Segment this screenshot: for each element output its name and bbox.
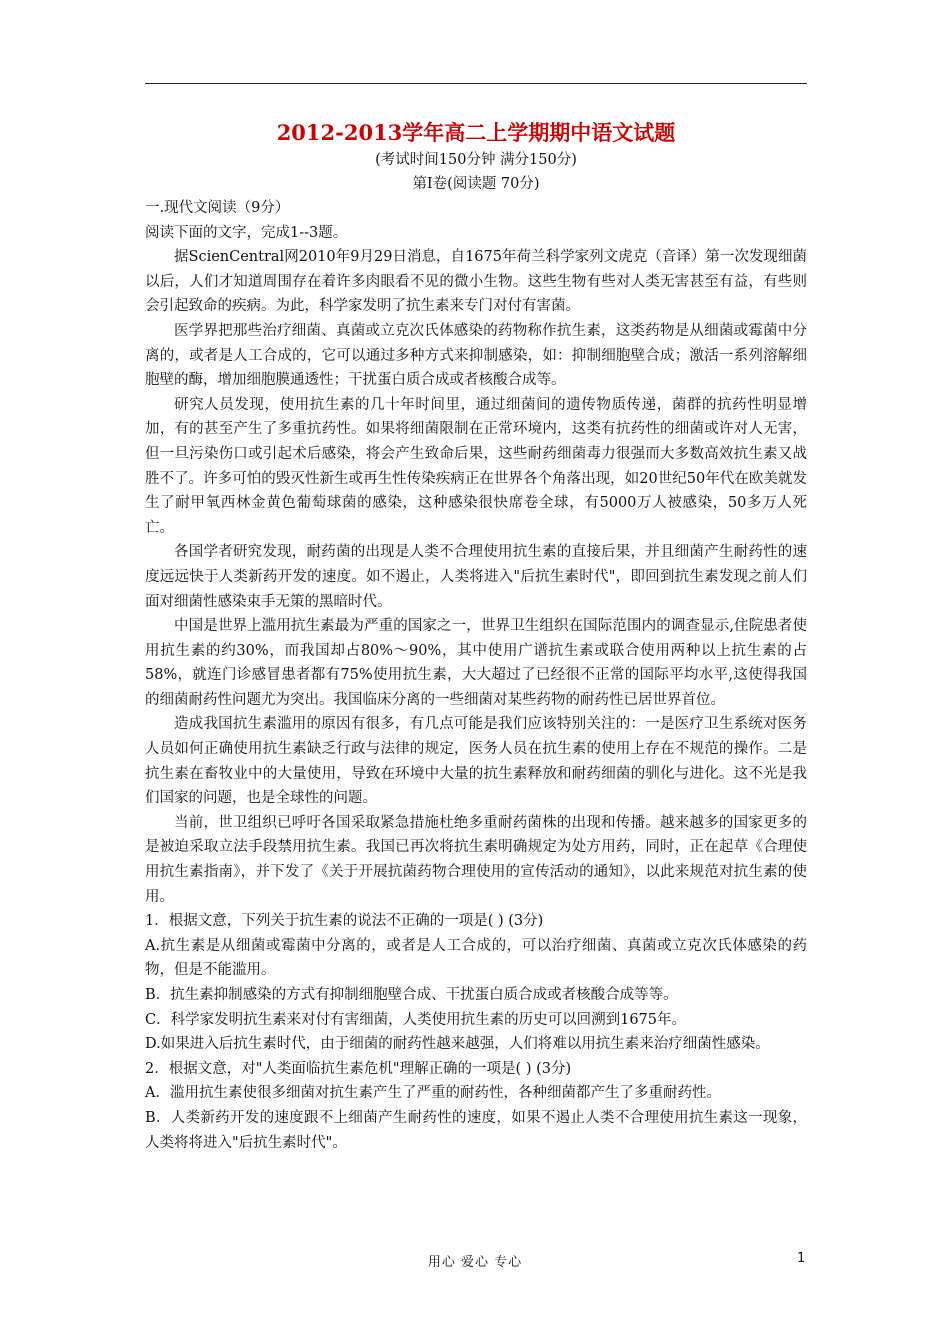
footer-motto: 用心 爱心 专心 bbox=[427, 1255, 523, 1270]
passage-paragraph: 据ScienCentral网2010年9月29日消息，自1675年荷兰科学家列文虎克（音译）第一次发现细菌以后，人们才知道周围存在着许多肉眼看不见的微小生物。这些生物有些对人类无害甚至有益，有些则会引起致命的疾病。为此，科学家发明了抗生素来专门对付有害菌。 bbox=[145, 249, 807, 315]
question-1-option-a: A.抗生素是从细菌或霉菌中分离的，或者是人工合成的，可以治疗细菌、真菌或立克次氏体感染的药物，但是不能滥用。 bbox=[145, 937, 807, 979]
question-1-stem: 1．根据文意，下列关于抗生素的说法不正确的一项是( ) (3分) bbox=[145, 913, 544, 930]
document-title: 2012-2013学年高二上学期期中语文试题 bbox=[276, 120, 676, 145]
passage-paragraph: 中国是世界上滥用抗生素最为严重的国家之一，世界卫生组织在国际范围内的调查显示,住院患者使用抗生素的约30%，而我国却占80%～90%，其中使用广谱抗生素或联合使用两种以上抗生素的占58%，就连门诊感冒患者都有75%使用抗生素，大大超过了已经很不正常的国际平均水平,这使得我国的细菌耐药性问题尤为突出。我国临床分离的一些细菌对某些药物的耐药性已居世界首位。 bbox=[145, 618, 808, 708]
exam-info: (考试时间150分钟 满分150分) bbox=[375, 152, 577, 168]
question-2-option-b: B．人类新药开发的速度跟不上细菌产生耐药性的速度，如果不遏止人类不合理使用抗生素这一现象，人类将将进入"后抗生素时代"。 bbox=[145, 1109, 807, 1151]
section-instruction: 阅读下面的文字，完成1--3题。 bbox=[145, 224, 348, 241]
page-number: 1 bbox=[797, 1251, 806, 1266]
question-2-stem: 2．根据文意，对"人类面临抗生素危机"理解正确的一项是( ) (3分) bbox=[145, 1060, 572, 1077]
passage-paragraph: 当前，世卫组织已呼吁各国采取紧急措施杜绝多重耐药菌株的出现和传播。越来越多的国家更多的是被迫采取立法手段禁用抗生素。我国已再次将抗生素明确规定为处方用药，同时，正在起草《合理使用抗生素指南》，并下发了《关于开展抗菌药物合理使用的宣传活动的通知》，以此来规范对抗生素的使用。 bbox=[145, 814, 807, 905]
question-1-option-b: B．抗生素抑制感染的方式有抑制细胞壁合成、干扰蛋白质合成或者核酸合成等等。 bbox=[145, 987, 678, 1003]
question-1-option-d: D.如果进入后抗生素时代，由于细菌的耐药性越来越强，人们将难以用抗生素来治疗细菌性感染。 bbox=[145, 1036, 770, 1053]
section-heading: 一.现代文阅读（9分） bbox=[145, 200, 290, 216]
passage-paragraph: 医学界把那些治疗细菌、真菌或立克次氏体感染的药物称作抗生素，这类药物是从细菌或霉菌中分离的，或者是人工合成的，它可以通过多种方式来抑制感染，如：抑制细胞壁合成；激活一系列溶解细胞壁的酶，增加细胞膜通透性；干扰蛋白质合成或者核酸合成等。 bbox=[145, 322, 807, 389]
passage-paragraph: 研究人员发现，使用抗生素的几十年时间里，通过细菌间的遗传物质传递，菌群的抗药性明显增加，有的甚至产生了多重抗药性。如果将细菌限制在正常环境内，这类有抗药性的细菌或许对人无害，但一旦污染伤口或引起术后感染，将会产生致命后果，这些耐药细菌毒力很强而大多数高效抗生素又战胜不了。许多可怕的毁灭性新生或再生性传染疾病正在世界各个角落出现，如20世纪50年代在欧美就发生了耐甲氧西林金黄色葡萄球菌的感染，这种感染很快席卷全球，有5000万人被感染，50多万人死亡。 bbox=[145, 396, 807, 536]
document-page bbox=[145, 118, 807, 1155]
passage-paragraph: 各国学者研究发现，耐药菌的出现是人类不合理使用抗生素的直接后果，并且细菌产生耐药性的速度远远快于人类新药开发的速度。如不遏止，人类将进入"后抗生素时代"，即回到抗生素发现之前人们面对细菌性感染束手无策的黑暗时代。 bbox=[145, 544, 807, 610]
page-footer bbox=[0, 1251, 950, 1271]
question-2-option-a: A．滥用抗生素使很多细菌对抗生素产生了严重的耐药性，各种细菌都产生了多重耐药性。 bbox=[145, 1085, 721, 1102]
header-rule bbox=[145, 83, 807, 84]
passage-paragraph: 造成我国抗生素滥用的原因有很多，有几点可能是我们应该特别关注的：一是医疗卫生系统对医务人员如何正确使用抗生素缺乏行政与法律的规定，医务人员在抗生素的使用上存在不规范的操作。二是抗生素在畜牧业中的大量使用，导致在环境中大量的抗生素释放和耐药细菌的驯化与进化。这不光是我们国家的问题，也是全球性的问题。 bbox=[145, 716, 807, 807]
question-1-option-c: C．科学家发明抗生素来对付有害细菌，人类使用抗生素的历史可以回溯到1675年。 bbox=[145, 1011, 686, 1028]
volume-heading: 第Ⅰ卷(阅读题 70分) bbox=[412, 176, 540, 192]
